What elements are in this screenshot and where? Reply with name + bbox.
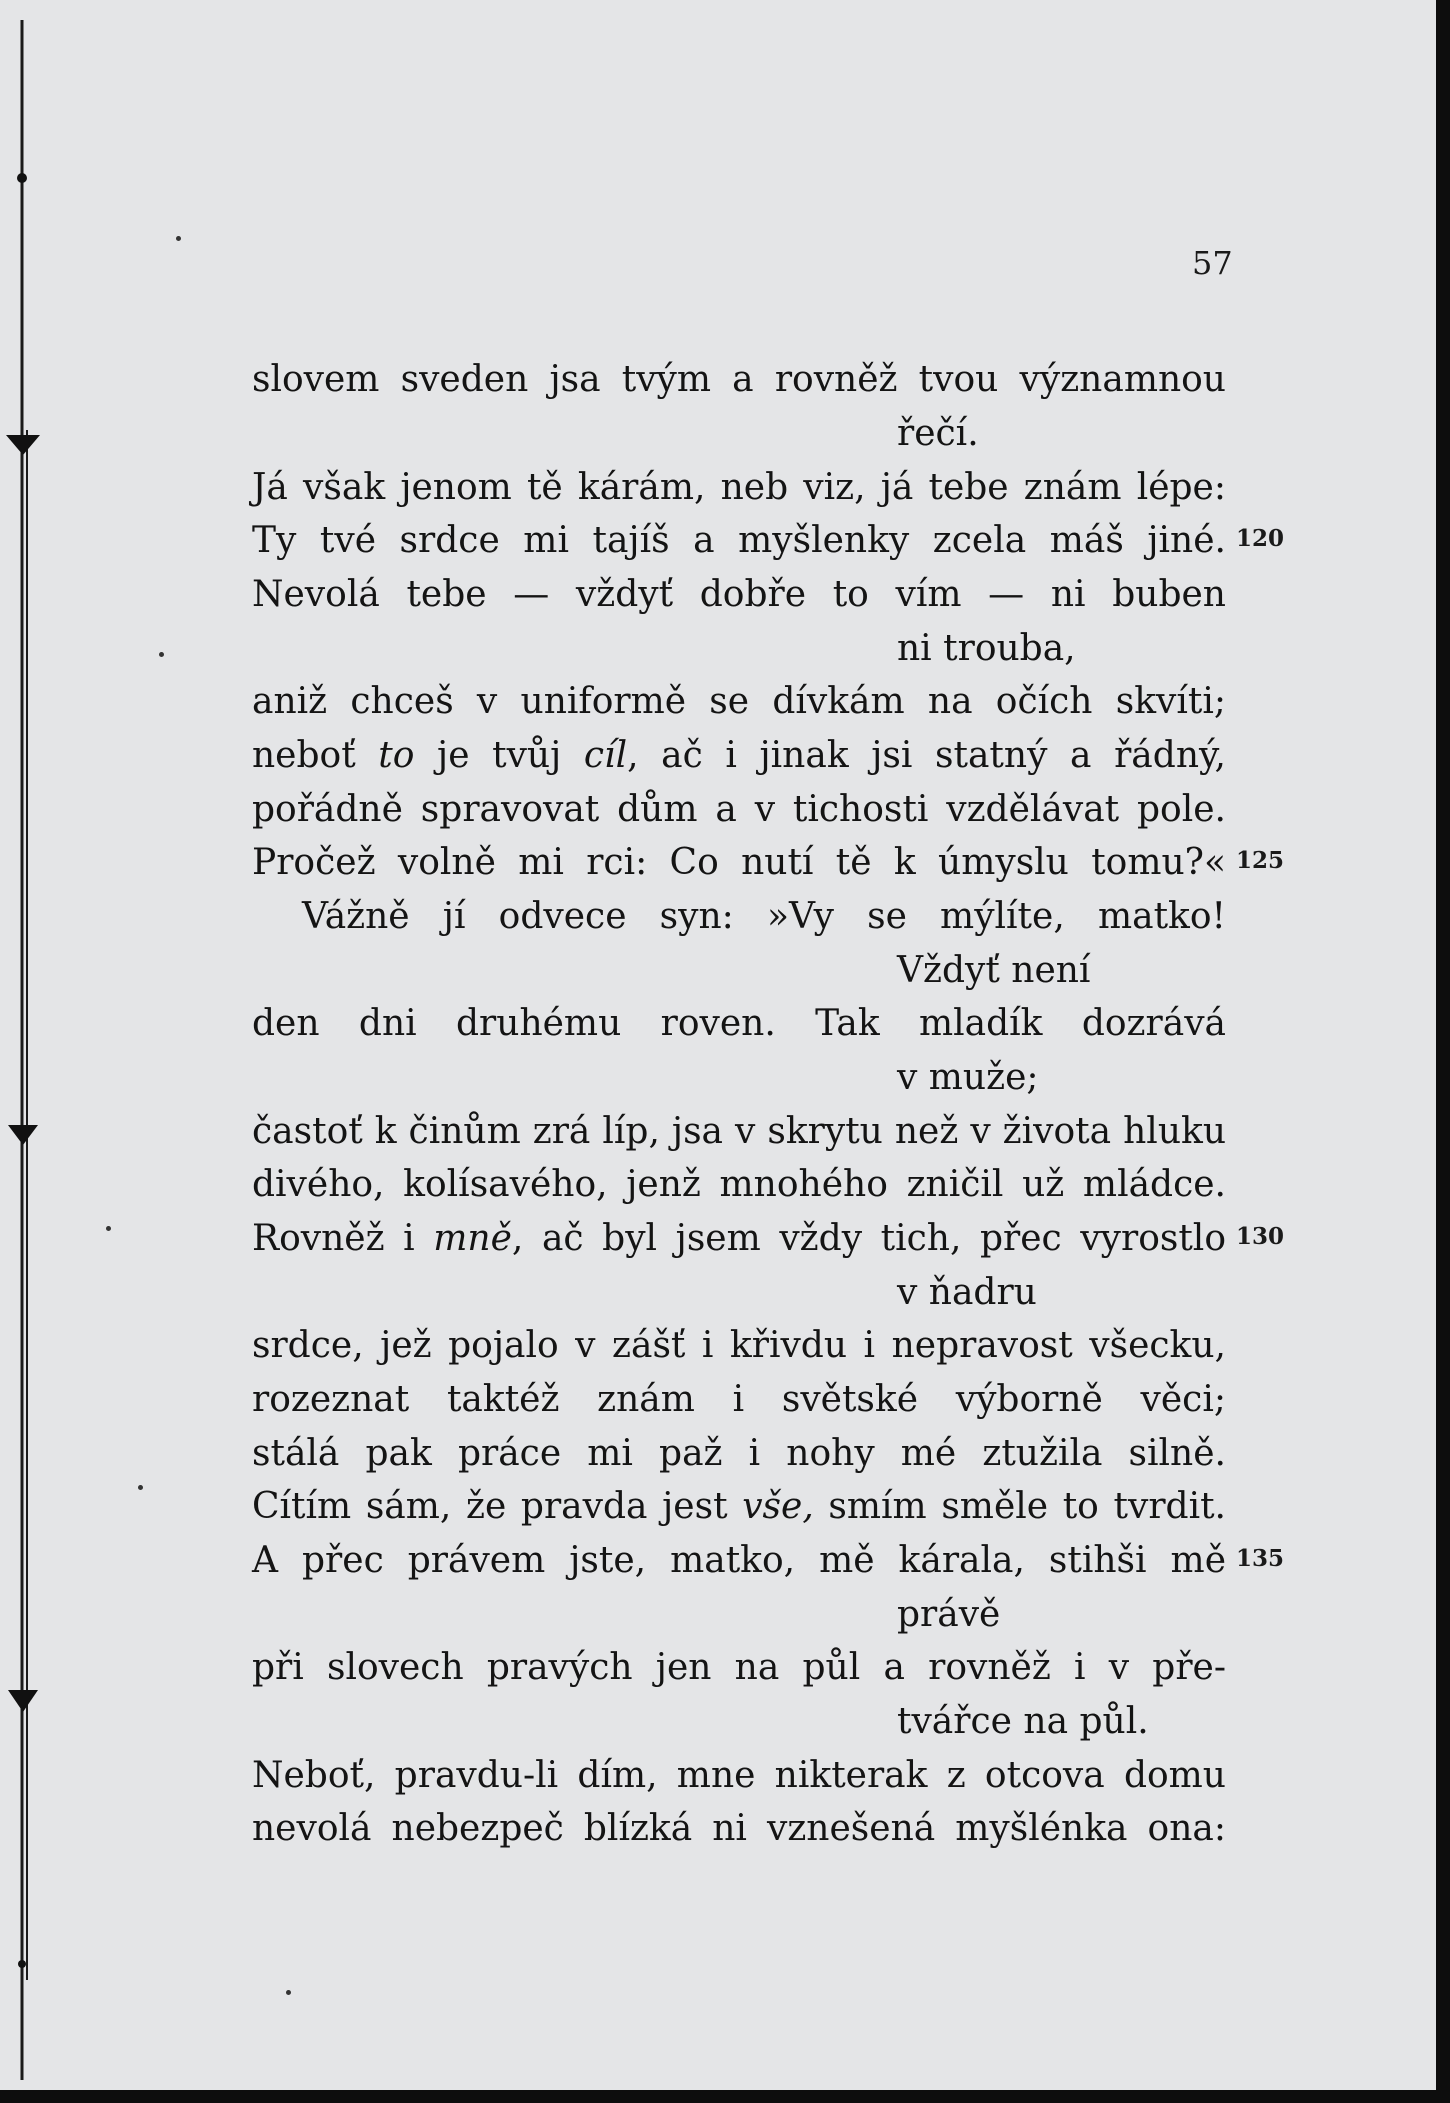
verse-line: Pročež volně mi rci: Co nutí tě k úmyslu tomu?« <box>252 842 1226 883</box>
line-number: 135 <box>1236 1545 1285 1572</box>
print-speck <box>176 236 181 241</box>
line-number: 120 <box>1236 525 1285 552</box>
verse-line: pořádně spravovat dům a v tichosti vzdělávat pole. <box>252 789 1226 830</box>
line-number: 125 <box>1236 847 1285 874</box>
verse-line: rozeznat taktéž znám i světské výborně věci; <box>252 1379 1226 1420</box>
print-speck <box>159 652 164 657</box>
verse-line: Ty tvé srdce mi tajíš a myšlenky zcela máš jiné. <box>252 520 1226 561</box>
verse-line-continuation: v muže; <box>897 1057 1039 1098</box>
verse-line-continuation: v ňadru <box>897 1272 1037 1313</box>
verse-line: Neboť, pravdu-li dím, mne nikterak z otcova domu <box>252 1755 1226 1796</box>
verse-line: den dni druhému roven. Tak mladík dozrává <box>252 1003 1226 1044</box>
verse-line: A přec právem jste, matko, mě kárala, stihši mě <box>252 1540 1226 1581</box>
verse-line: Vážně jí odvece syn: »Vy se mýlíte, matko! <box>302 896 1226 937</box>
verse-line-continuation: ni trouba, <box>897 628 1076 669</box>
verse-line: nevolá nebezpeč blízká ni vznešená myšlénka ona: <box>252 1808 1226 1849</box>
verse-line-continuation: Vždyť není <box>897 950 1091 991</box>
line-number: 130 <box>1236 1223 1285 1250</box>
print-speck <box>286 1990 291 1995</box>
verse-line: Já však jenom tě kárám, neb viz, já tebe znám lépe: <box>252 467 1226 508</box>
emphasis: to <box>378 735 415 776</box>
verse-line: neboť to je tvůj cíl, ač i jinak jsi statný a řádný, <box>252 735 1227 776</box>
verse-line: Nevolá tebe — vždyť dobře to vím — ni buben <box>252 574 1226 615</box>
verse-line: srdce, jež pojalo v zášť i křivdu i nepravost všecku, <box>252 1325 1226 1366</box>
emphasis: cíl <box>583 735 628 776</box>
verse-line: divého, kolísavého, jenž mnohého zničil už mládce. <box>252 1164 1226 1205</box>
verse-line: Cítím sám, že pravda jest vše, smím směle to tvrdit. <box>252 1486 1226 1527</box>
emphasis: vše, <box>742 1486 814 1527</box>
emphasis: mně <box>433 1218 512 1259</box>
verse-line: častoť k činům zrá líp, jsa v skrytu než v života hluku <box>252 1111 1226 1152</box>
print-speck <box>106 1226 111 1231</box>
verse-line-continuation: tvářce na půl. <box>897 1701 1149 1742</box>
print-speck <box>138 1485 143 1490</box>
verse-line: Rovněž i mně, ač byl jsem vždy tich, přec vyrostlo <box>252 1218 1226 1259</box>
verse-line: stálá pak práce mi paž i nohy mé ztužila silně. <box>252 1433 1226 1474</box>
verse-line: aniž chceš v uniformě se dívkám na očích skvíti; <box>252 681 1226 722</box>
verse-line-continuation: právě <box>897 1594 1001 1635</box>
page-number: 57 <box>1192 244 1233 282</box>
verse-line: slovem sveden jsa tvým a rovněž tvou významnou <box>252 359 1226 400</box>
verse-line: při slovech pravých jen na půl a rovněž i v pře- <box>252 1647 1226 1688</box>
verse-line-continuation: řečí. <box>897 413 979 454</box>
